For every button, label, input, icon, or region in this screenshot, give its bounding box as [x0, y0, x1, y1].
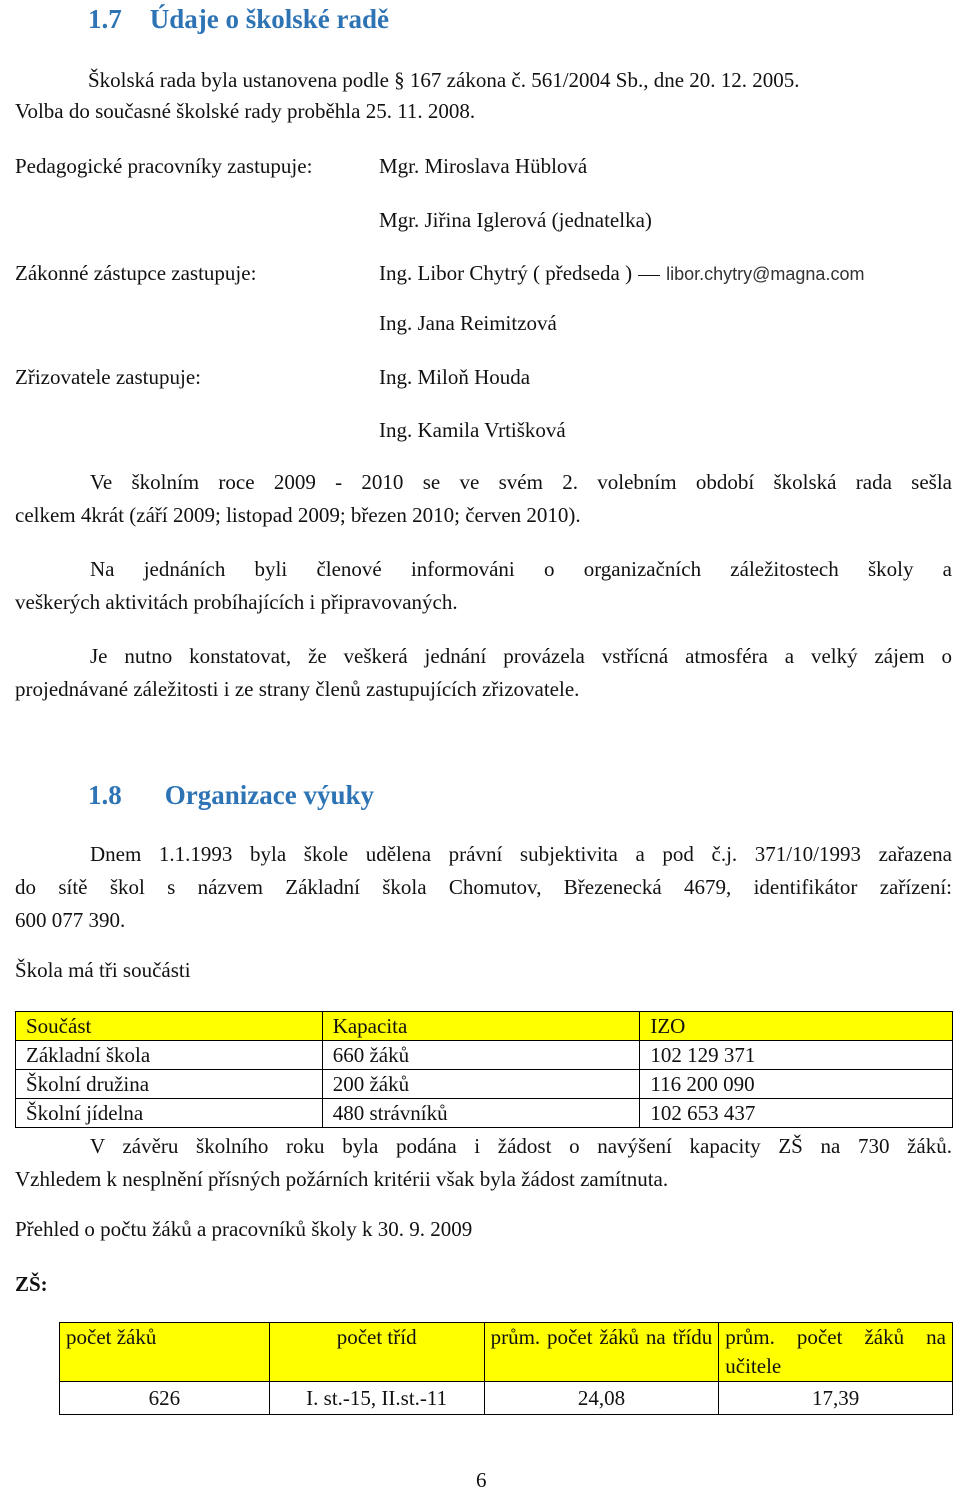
table-header-cell: IZO — [640, 1012, 953, 1041]
zriz-member-1: Ing. Miloň Houda — [379, 365, 531, 389]
table-cell: Základní škola — [16, 1041, 323, 1070]
ped-member-2: Mgr. Jiřina Iglerová (jednatelka) — [379, 208, 652, 232]
paragraph-atmosphere — [15, 640, 952, 706]
zak-member-2: Ing. Jana Reimitzová — [379, 311, 557, 335]
paragraph-atmosphere-line-1: Je nutno konstatovat, že veškerá jednání provázela vstřícná atmosféra a velký zájem o — [90, 644, 952, 668]
table-row — [60, 1382, 953, 1415]
table-header-cell: Součást — [16, 1012, 323, 1041]
table-cell: 626 — [60, 1382, 270, 1415]
paragraph-meetings — [15, 466, 952, 532]
paragraph-informed-line-2: veškerých aktivitách probíhajících i připravovaných. — [15, 590, 458, 614]
zak-member-1 — [379, 263, 864, 285]
zak-label: Zákonné zástupce zastupuje: — [15, 261, 257, 285]
ped-label: Pedagogické pracovníky zastupuje: — [15, 154, 313, 178]
section-17-heading — [88, 4, 389, 35]
table-cell: 102 129 371 — [640, 1041, 953, 1070]
paragraph-capacity-line-1: V závěru školního roku byla podána i žádost o navýšení kapacity ZŠ na 730 žáků. — [90, 1134, 952, 1158]
section-17-title: Údaje o školské radě — [149, 4, 390, 34]
paragraph-capacity-line-2: Vzhledem k nesplnění přísných požárních kritérii však byla žádost zamítnuta. — [15, 1167, 669, 1191]
paragraph-subjectivity-line-2: do sítě škol s názvem Základní škola Chomutov, Březenecká 4679, identifikátor zařízení: — [15, 875, 952, 899]
paragraph-informed — [15, 553, 952, 619]
zs-table — [59, 1322, 953, 1415]
table-header-cell: počet žáků — [60, 1323, 270, 1382]
paragraph-atmosphere-line-2: projednávané záležitosti i ze strany členů zastupujících zřizovatele. — [15, 677, 580, 701]
parts-label: Škola má tři součásti — [15, 958, 191, 982]
table-cell: 200 žáků — [322, 1070, 640, 1099]
page-number: 6 — [476, 1468, 487, 1492]
paragraph-subjectivity-line-1: Dnem 1.1.1993 byla škole udělena právní subjektivita a pod č.j. 371/10/1993 zařazena — [90, 842, 952, 866]
dash-separator — [638, 275, 660, 276]
section-18-title: Organizace výuky — [164, 780, 374, 810]
table-header-cell: Kapacita — [322, 1012, 640, 1041]
zak-member-1-name: Ing. Libor Chytrý ( předseda ) — [379, 261, 633, 285]
table-header-row — [16, 1012, 953, 1041]
table-header-cell: prům. počet žáků na třídu — [484, 1323, 719, 1382]
table-row — [16, 1041, 953, 1070]
table-cell: 24,08 — [484, 1382, 719, 1415]
table-cell: 102 653 437 — [640, 1099, 953, 1128]
intro-line-1: Školská rada byla ustanovena podle § 167 zákona č. 561/2004 Sb., dne 20. 12. 2005. — [88, 68, 800, 92]
section-18-heading — [88, 780, 374, 811]
paragraph-subjectivity-line-3: 600 077 390. — [15, 908, 126, 932]
table-row — [16, 1070, 953, 1099]
table-cell: Školní jídelna — [16, 1099, 323, 1128]
table-cell: 660 žáků — [322, 1041, 640, 1070]
paragraph-informed-line-1: Na jednáních byli členové informováni o organizačních záležitostech školy a — [90, 557, 952, 581]
table-cell: I. st.-15, II.st.-11 — [269, 1382, 484, 1415]
table-header-cell: počet tříd — [269, 1323, 484, 1382]
table-row — [16, 1099, 953, 1128]
section-18-number: 1.8 — [88, 780, 122, 810]
paragraph-capacity — [15, 1130, 952, 1196]
paragraph-subjectivity — [15, 838, 952, 937]
table-cell: 17,39 — [719, 1382, 953, 1415]
zs-label: ZŠ: — [15, 1272, 48, 1296]
table-header-row — [60, 1323, 953, 1382]
zak-email: libor.chytry@magna.com — [666, 264, 865, 284]
paragraph-meetings-line-2: celkem 4krát (září 2009; listopad 2009; březen 2010; červen 2010). — [15, 503, 581, 527]
parts-table — [15, 1011, 953, 1128]
table-cell: Školní družina — [16, 1070, 323, 1099]
zriz-label: Zřizovatele zastupuje: — [15, 365, 201, 389]
section-17-number: 1.7 — [88, 4, 122, 34]
table-header-cell: prům. počet žáků na učitele — [719, 1323, 953, 1382]
intro-line-2: Volba do současné školské rady proběhla 25. 11. 2008. — [15, 99, 476, 123]
ped-member-1: Mgr. Miroslava Hüblová — [379, 154, 588, 178]
zriz-member-2: Ing. Kamila Vrtišková — [379, 418, 566, 442]
paragraph-meetings-line-1: Ve školním roce 2009 - 2010 se ve svém 2. volebním období školská rada sešla — [90, 470, 952, 494]
table-cell: 480 strávníků — [322, 1099, 640, 1128]
table-cell: 116 200 090 — [640, 1070, 953, 1099]
overview-label: Přehled o počtu žáků a pracovníků školy k 30. 9. 2009 — [15, 1217, 473, 1241]
